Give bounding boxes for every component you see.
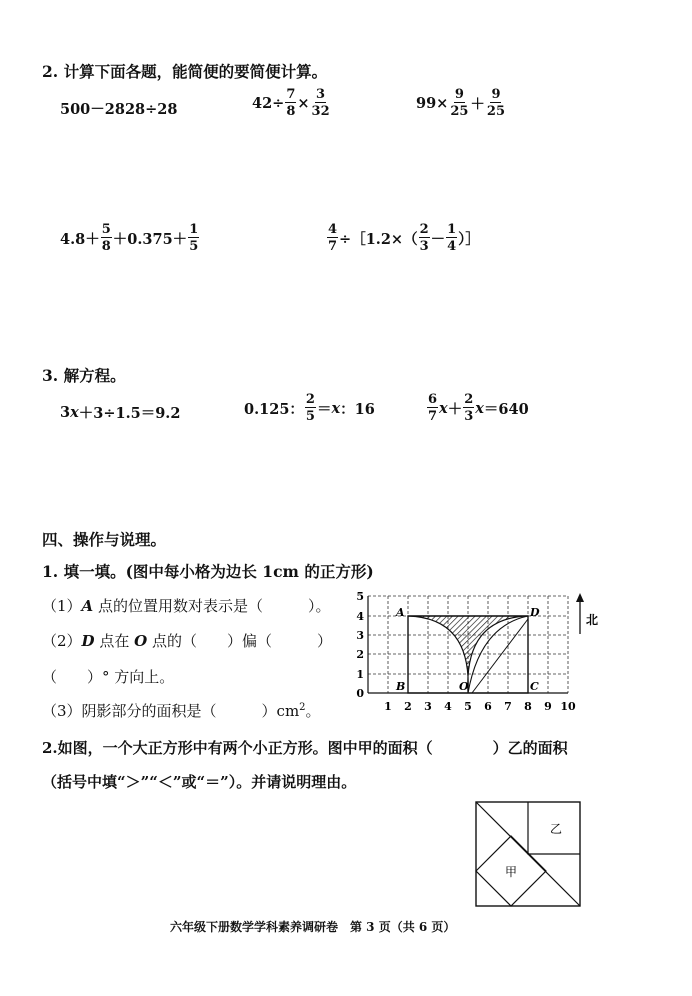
s4-p2-line-1: 2.如图，一个大正方形中有两个小正方形。图中甲的面积（ ）乙的面积 [42, 739, 568, 757]
q2-expr-3 [416, 88, 507, 118]
point-label: O [134, 632, 148, 650]
q2-expr-2 [252, 88, 332, 118]
q2-expr-4 [60, 223, 200, 253]
expr-text: 42÷ [252, 94, 285, 112]
item-text: （3）阴影部分的面积是（ ）cm [42, 702, 300, 720]
y-tick: 4 [356, 610, 364, 623]
expr-text: ：16 [340, 400, 375, 418]
denominator: 7 [428, 409, 438, 424]
expr-text: 4.8＋ [60, 230, 100, 248]
denominator: 8 [101, 239, 111, 254]
variable: x [439, 399, 448, 417]
point-label: A [81, 597, 94, 615]
s4-p1-title: 1. 填一填。(图中每小格为边长 1cm 的正方形) [42, 562, 374, 581]
x-tick: 9 [544, 700, 552, 713]
operator: ＋ [447, 400, 463, 418]
s4-p1-item-1 [42, 595, 330, 616]
expr-text: ＋0.375＋ [112, 230, 188, 248]
denominator: 8 [286, 104, 296, 119]
fraction [327, 223, 338, 253]
x-tick: 2 [404, 700, 412, 713]
q2-expr-1 [60, 98, 177, 119]
expr-text: ＝640 [483, 400, 529, 418]
fraction [419, 223, 430, 253]
y-tick: 3 [356, 629, 364, 642]
fraction [305, 393, 316, 423]
q3-eq-3 [426, 393, 529, 423]
section-4-title: 四、操作与说理。 [42, 530, 167, 549]
fraction [449, 88, 469, 118]
operator: × [297, 94, 310, 112]
q3-title: 3. 解方程。 [42, 366, 126, 385]
y-tick-labels [356, 590, 364, 700]
page-footer: 六年级下册数学学科素养调研卷 第 3 页（共 6 页） [170, 920, 456, 934]
fraction [463, 393, 474, 423]
x-tick-labels [384, 700, 576, 713]
expr-text: 500－2828÷28 [60, 101, 178, 118]
x-tick: 3 [424, 700, 432, 713]
superscript: 2 [299, 702, 306, 713]
north-arrow-icon [576, 593, 584, 634]
expr-text: ）］ [458, 230, 480, 248]
denominator: 25 [450, 104, 469, 119]
point-D: D [530, 606, 540, 619]
numerator: 2 [305, 392, 315, 407]
point-A: A [396, 606, 405, 619]
label-yi: 乙 [549, 822, 563, 836]
fraction [101, 223, 112, 253]
fraction [446, 223, 457, 253]
fraction [311, 88, 331, 118]
x-tick: 1 [384, 700, 392, 713]
fraction [285, 88, 296, 118]
expr-text: 99× [416, 94, 449, 112]
numerator: 1 [447, 222, 457, 237]
numerator: 9 [454, 87, 464, 102]
expr-text: 3 [60, 404, 71, 421]
item-text: 点的（ ）偏（ ） [147, 632, 332, 650]
y-tick: 0 [356, 687, 364, 700]
s4-p2-line-2: （括号中填“＞”“＜”或“＝”）。并请说明理由。 [42, 773, 357, 791]
item-number: （1） [42, 597, 82, 615]
operator: － [430, 230, 446, 248]
expr-text: ÷［1.2×（ [339, 230, 418, 248]
expr-text: ＋3÷1.5＝9.2 [78, 405, 181, 422]
x-tick: 4 [444, 700, 452, 713]
coordinate-grid-figure [352, 586, 602, 716]
y-tick: 1 [356, 668, 364, 681]
expr-text: 0.125： [244, 400, 304, 418]
point-label: D [81, 632, 95, 650]
expr-text: ＝ [316, 400, 332, 418]
numerator: 6 [428, 392, 438, 407]
point-B: B [396, 680, 406, 693]
x-tick: 10 [560, 700, 576, 713]
variable: x [331, 399, 341, 417]
numerator: 2 [464, 392, 474, 407]
variable: x [70, 404, 79, 421]
operator: ＋ [470, 95, 485, 113]
denominator: 3 [464, 409, 474, 424]
fraction [188, 223, 199, 253]
fraction [486, 88, 506, 118]
x-tick: 8 [524, 700, 532, 713]
y-tick: 2 [356, 648, 364, 661]
fraction [427, 393, 438, 423]
x-tick: 6 [484, 700, 492, 713]
x-tick: 5 [464, 700, 472, 713]
item-text: 点在 [94, 632, 135, 650]
denominator: 3 [419, 239, 429, 254]
s4-p1-item-2 [42, 630, 332, 651]
y-tick: 5 [356, 590, 364, 603]
variable: x [475, 399, 484, 417]
s4-p1-item-3 [42, 700, 321, 721]
numerator: 3 [316, 87, 326, 102]
numerator: 2 [419, 222, 429, 237]
q2-expr-5 [326, 223, 480, 253]
numerator: 5 [101, 222, 111, 237]
nested-squares-figure [474, 800, 584, 910]
item-number: （2） [42, 632, 82, 650]
q3-eq-2 [244, 393, 375, 423]
point-O: O [459, 680, 469, 693]
denominator: 32 [311, 104, 330, 119]
numerator: 9 [491, 87, 501, 102]
x-tick: 7 [504, 700, 512, 713]
denominator: 7 [328, 239, 338, 254]
numerator: 7 [286, 87, 296, 102]
q2-title: 2. 计算下面各题，能简便的要简便计算。 [42, 62, 328, 81]
s4-p1-item-2-cont: （ ）° 方向上。 [42, 668, 175, 686]
point-C: C [530, 680, 539, 693]
item-text: 。 [305, 702, 321, 720]
numerator: 4 [328, 222, 338, 237]
denominator: 4 [447, 239, 457, 254]
denominator: 5 [305, 409, 315, 424]
label-jia: 甲 [504, 865, 518, 879]
q3-eq-1 [60, 402, 180, 423]
numerator: 1 [189, 222, 199, 237]
denominator: 25 [486, 104, 506, 119]
denominator: 5 [189, 239, 199, 254]
item-text: 点的位置用数对表示是（ ）。 [93, 597, 331, 615]
north-label: 北 [586, 613, 599, 627]
